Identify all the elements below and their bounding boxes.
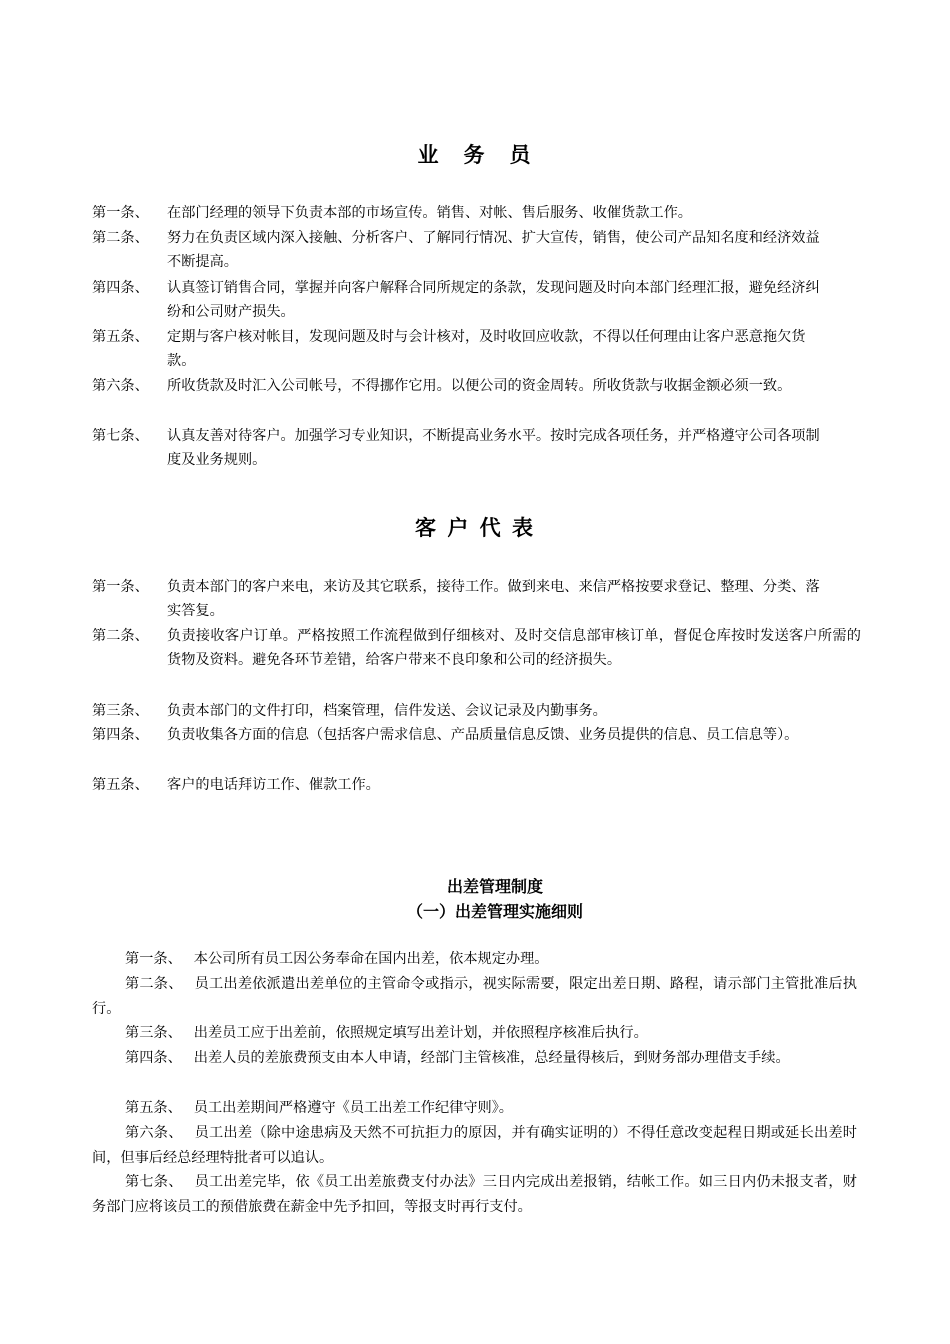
article-text: 负责本部门的文件打印，档案管理，信件发送、会议记录及内勤事务。 (167, 703, 607, 719)
article-text: 在部门经理的领导下负责本部的市场宣传。销售、对帐、售后服务、收催货款工作。 (167, 205, 692, 221)
article-item (92, 374, 862, 398)
article-item (92, 276, 862, 324)
paragraph-article (92, 947, 857, 972)
article-label: 第五条、 (125, 1100, 182, 1116)
article-text: 员工出差期间严格遵守《员工出差工作纪律守则》。 (193, 1100, 513, 1116)
section-subtitle: （一）出差管理实施细则 (406, 902, 583, 921)
section-title-business-trip: 出差管理制度 (446, 877, 543, 896)
paragraph-article (92, 1096, 857, 1121)
article-item (92, 723, 862, 747)
article-text: 认真签订销售合同，掌握并向客户解释合同所规定的条款，发现问题及时向本部门经理汇报，避免经济纠纷和公司财产损失。 (167, 280, 820, 320)
article-item (92, 699, 862, 723)
article-label: 第二条、 (92, 628, 149, 644)
article-text: 定期与客户核对帐目，发现问题及时与会计核对，及时收回应收款，不得以任何理由让客户恶意拖欠货款。 (167, 329, 806, 369)
article-item (92, 226, 862, 274)
article-text: 负责本部门的客户来电，来访及其它联系，接待工作。做到来电、来信严格按要求登记、整理、分类、落实答复。 (167, 579, 820, 619)
paragraph-article (92, 1021, 857, 1046)
article-label: 第六条、 (125, 1125, 183, 1141)
article-text: 本公司所有员工因公务奉命在国内出差，依本规定办理。 (193, 951, 549, 967)
article-item (92, 325, 862, 373)
article-label: 第七条、 (92, 428, 149, 444)
article-text: 员工出差（除中途患病及天然不可抗拒力的原因，并有确实证明的）不得任意改变起程日期或延长出差时间，但事后经总经理特批者可以追认。 (92, 1125, 857, 1166)
article-item (92, 424, 862, 472)
article-text: 出差员工应于出差前，依照规定填写出差计划，并依照程序核准后执行。 (193, 1025, 648, 1041)
paragraph-article (92, 1170, 857, 1219)
article-label: 第五条、 (92, 777, 149, 793)
article-label: 第五条、 (92, 329, 149, 345)
article-text: 所收货款及时汇入公司帐号，不得挪作它用。以便公司的资金周转。所收货款与收据金额必须一致。 (167, 378, 792, 394)
article-label: 第四条、 (92, 727, 149, 743)
article-text: 负责接收客户订单。严格按照工作流程做到仔细核对、及时交信息部审核订单，督促仓库按时发送客户所需的货物及资料。避免各环节差错，给客户带来不良印象和公司的经济损失。 (167, 628, 861, 668)
article-label: 第二条、 (125, 976, 183, 992)
article-text: 出差人员的差旅费预支由本人申请，经部门主管核准，总经量得核后，到财务部办理借支手续。 (193, 1050, 790, 1066)
article-label: 第一条、 (92, 205, 149, 221)
paragraph-article (92, 972, 857, 1021)
article-text: 客户的电话拜访工作、催款工作。 (167, 777, 380, 793)
article-item (92, 575, 862, 623)
article-label: 第三条、 (92, 703, 149, 719)
article-item (92, 201, 862, 225)
article-label: 第六条、 (92, 378, 149, 394)
paragraph-article (92, 1121, 857, 1170)
article-item (92, 773, 862, 797)
article-text: 员工出差完毕，依《员工出差旅费支付办法》三日内完成出差报销，结帐工作。如三日内仍未报支者，财务部门应将该员工的预借旅费在薪金中先予扣回，等报支时再行支付。 (92, 1174, 857, 1215)
article-label: 第七条、 (125, 1174, 183, 1190)
article-label: 第四条、 (125, 1050, 182, 1066)
article-item (92, 624, 862, 672)
section-title-salesperson: 业 务 员 (417, 143, 533, 167)
article-label: 第二条、 (92, 230, 149, 246)
article-text: 负责收集各方面的信息（包括客户需求信息、产品质量信息反馈、业务员提供的信息、员工信息等）。 (167, 727, 799, 743)
article-label: 第一条、 (92, 579, 149, 595)
article-label: 第一条、 (125, 951, 182, 967)
article-label: 第三条、 (125, 1025, 182, 1041)
article-text: 认真友善对待客户。加强学习专业知识，不断提高业务水平。按时完成各项任务，并严格遵守公司各项制度及业务规则。 (167, 428, 820, 468)
section-title-customer-rep: 客 户 代 表 (415, 516, 535, 540)
article-label: 第四条、 (92, 280, 149, 296)
article-text: 员工出差依派遣出差单位的主管命令或指示，视实际需要，限定出差日期、路程，请示部门主管批准后执行。 (92, 976, 857, 1017)
paragraph-article (92, 1046, 857, 1071)
article-text: 努力在负责区域内深入接触、分析客户、了解同行情况、扩大宣传，销售，使公司产品知名度和经济效益不断提高。 (167, 230, 820, 270)
